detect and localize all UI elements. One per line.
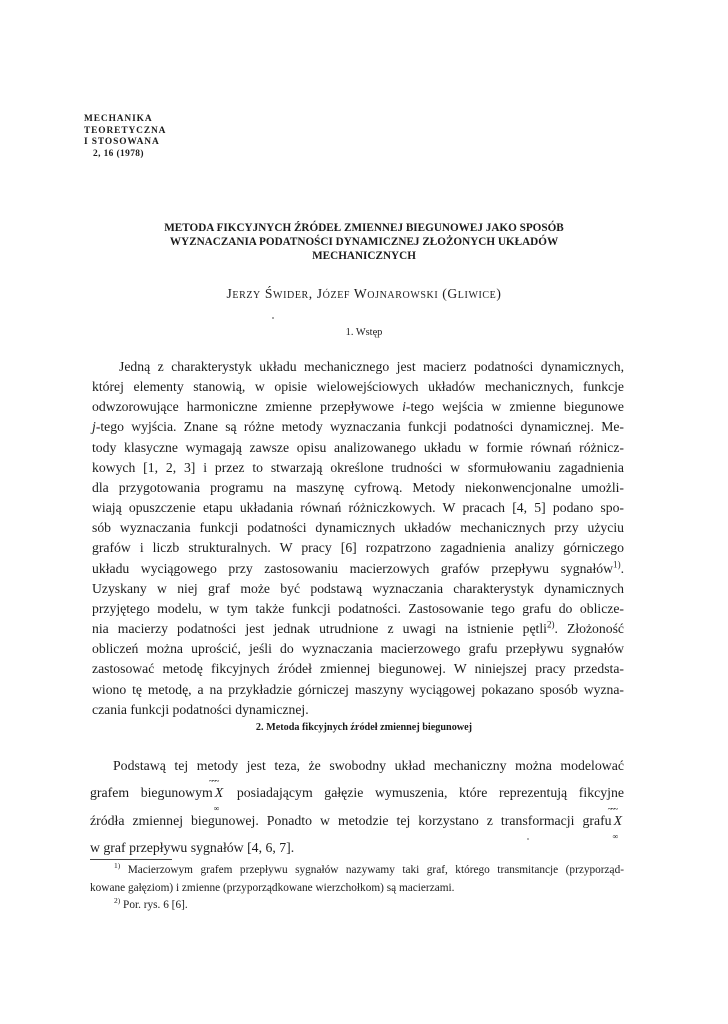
tilde-overline: ~~~	[607, 803, 617, 814]
text-fragment: nia macierzy podatności jest jednak utrudnione z uwagi na istnienie pętli	[92, 621, 547, 637]
infinity-subscript: ∞	[213, 804, 220, 814]
journal-name-line3: I STOSOWANA	[84, 137, 160, 148]
text-fragment: tego wejścia w zmienne biegunowe	[410, 399, 624, 415]
text-fragment: . Złożoność	[554, 621, 624, 637]
tilde-overline: ~~~	[208, 776, 218, 787]
paper-title	[110, 221, 618, 264]
text-line: kowych [1, 2, 3] i przez to stwarzają określone trudności w sformułowaniu zagadnienia	[92, 459, 624, 475]
journal-name-line1: MECHANIKA	[84, 114, 153, 124]
italic-variable: i	[402, 399, 406, 415]
scan-speck	[272, 317, 274, 319]
text-line	[92, 397, 624, 417]
footnote-text: Macierzowym grafem przepływu sygnałów nazywamy taki graf, którego transmitancje (przyporząd-	[127, 864, 624, 876]
text-line	[92, 417, 624, 437]
text-line: Podstawą tej metody jest teza, że swobodny układ mechaniczny można modelować	[113, 758, 624, 773]
footnote-rule	[90, 859, 172, 860]
text-line: w graf przepływu sygnałów [4, 6, 7].	[90, 839, 295, 855]
footnote-line	[90, 862, 624, 880]
title-line: WYZNACZANIA PODATNOŚCI DYNAMICZNEJ ZŁOŻONYCH UKŁADÓW	[169, 236, 559, 249]
symbol-letter: X	[214, 785, 224, 801]
hyphen: -	[95, 419, 101, 435]
infinity-subscript: ∞	[612, 831, 619, 841]
footnote	[90, 862, 624, 915]
text-line: dla przygotowania programu na maszynę cyfrową. Metody niekonwencjonalne umożli-	[92, 479, 624, 495]
text-line	[90, 776, 625, 814]
text-line: czania funkcji podatności dynamicznej.	[92, 701, 309, 717]
text-line	[90, 803, 624, 841]
journal-name-line2: TEORETYCZNA	[84, 125, 167, 136]
text-fragment: źródła zmiennej biegunowej. Ponadto w metodzie tej korzystano z transformacji grafu	[90, 812, 612, 828]
text-line: tody klasyczne wymagają zawsze opisu analizowanego układu w formie równań różnicz-	[92, 439, 624, 455]
graph-symbol	[607, 803, 624, 841]
text-line: Uzyskany w niej graf może być podstawą wyznaczania charakterystyk dynamicznych	[92, 580, 624, 596]
section-heading: 1. Wstęp	[345, 327, 383, 338]
text-line: sób wyznaczania funkcji podatności dynamicznych układów mechanicznych przy użyciu	[92, 520, 624, 536]
footnote-line	[90, 897, 624, 915]
text-line: zastosować metodę fikcyjnych źródeł zmiennej biegunowej. W niniejszej pracy przedsta-	[92, 661, 624, 677]
footnote-line: kowane gałęziom) i zmienne (przyporządkowane wierzchołkom) są macierzami.	[90, 881, 455, 894]
journal-issue: 2, 16 (1978)	[93, 149, 144, 160]
text-line: Jedną z charakterystyk układu mechanicznego jest macierz podatności dynamicznych,	[119, 359, 624, 374]
text-line: układu wyciągowego przy zastosowaniu macierzowych grafów przepływu sygnałów$^{1)}$.	[92, 559, 624, 576]
title-line: MECHANICZNYCH	[312, 250, 416, 263]
footnote-mark: 1)	[114, 861, 121, 871]
text-fragment: grafem biegunowym	[90, 785, 213, 801]
authors: Jerzy Świder, Józef Wojnarowski (Gliwice)	[226, 286, 502, 301]
footnote-ref: 1)	[613, 559, 621, 569]
text-fragment: tego wyjścia. Znane są różne metody wyznaczania funkcji podatności dynamicznej. Me-	[100, 419, 624, 435]
graph-symbol	[208, 776, 225, 814]
text-line: grafów i liczb strukturalnych. W pracy [6] rozpatrzono zagadnienia analizy górniczego	[92, 540, 624, 556]
section-paragraph	[90, 752, 624, 861]
section-paragraph	[92, 357, 624, 720]
symbol-letter: X	[613, 812, 622, 828]
title-line: METODA FIKCYJNYCH ŹRÓDEŁ ZMIENNEJ BIEGUNOWEJ JAKO SPOSÓB	[164, 222, 564, 234]
scan-speck	[527, 838, 529, 840]
text-line	[92, 619, 624, 639]
hyphen: -	[405, 399, 411, 415]
footnote-ref: 2)	[546, 619, 555, 630]
text-line: której elementy stanowią, w opisie wielowejściowych układów mechanicznych, funkcje	[92, 379, 624, 395]
text-fragment: posiadającym gałęzie wymuszenia, które reprezentują fikcyjne	[225, 785, 625, 801]
text-line: wiają opuszczenie etapu układania równań różniczkowych. W pracach [4, 5] podano spo-	[92, 500, 624, 516]
text-line: wiono tę metodę, a na przykładzie górniczej maszyny wyciągowej pokazano sposób wyzna-	[92, 681, 624, 697]
section-heading: 2. Metoda fikcyjnych źródeł zmiennej biegunowej	[255, 722, 473, 733]
text-fragment: odwzorowujące harmoniczne zmienne przepływowe	[92, 399, 403, 415]
text-fragment: układu wyciągowego przy zastosowaniu macierzowych grafów przepływu sygnałów	[92, 560, 614, 576]
text-line: obliczeń można uprościć, jeśli do wyznaczania macierzowego grafu przepływu sygnałów	[92, 641, 624, 657]
footnote-text: Por. rys. 6 [6].	[123, 899, 188, 911]
journal-header	[84, 114, 166, 161]
text-line: przyjętego modelu, w tym także funkcji podatności. Zastosowanie tego grafu do oblicze-	[92, 600, 624, 616]
italic-variable: j	[92, 419, 96, 435]
footnote-mark: 2)	[114, 896, 121, 906]
